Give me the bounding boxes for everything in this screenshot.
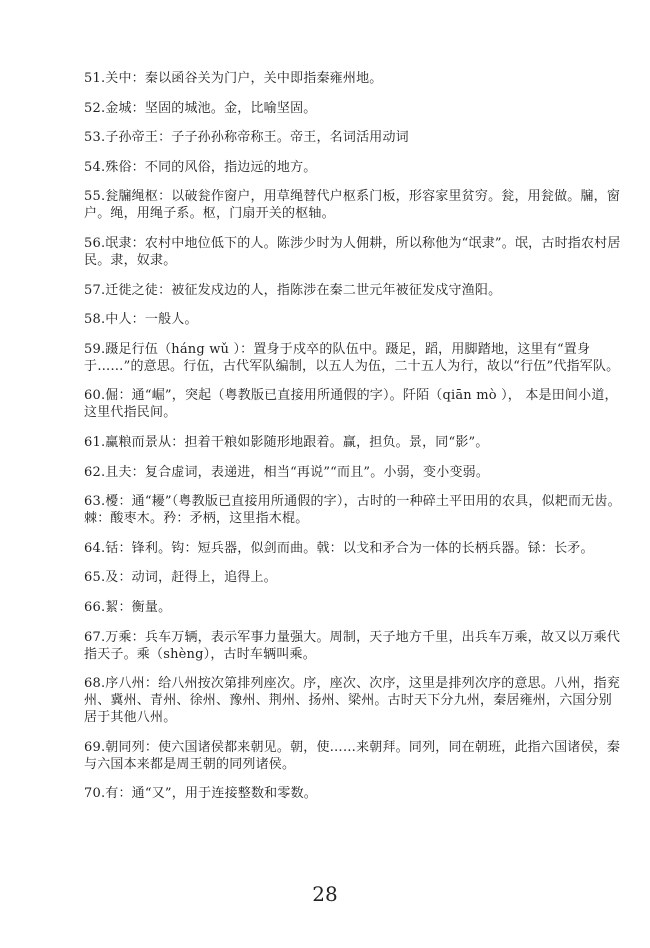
note-55: 55.瓮牖绳枢：以破瓮作窗户，用草绳替代户枢系门板，形容家里贫穷。瓮，用瓮做。牖，窗户。绳，用绳子系。枢，门扇开关的枢轴。 bbox=[84, 189, 621, 222]
note-70: 70.有：通“又”，用于连接整数和零数。 bbox=[84, 786, 317, 802]
note-66: 66.絜：衡量。 bbox=[84, 599, 172, 615]
note-68: 68.序八州：给八州按次第排列座次。序，座次、次序，这里是排列次序的意思。八州，指兖州、冀州、青州、徐州、豫州、荆州、扬州、梁州。古时天下分九州，秦居雍州，六国分别居于其他八州。 bbox=[84, 676, 621, 726]
note-63: 63.櫌：通“耰”（粤教版已直接用所通假的字），古时的一种碎土平田用的农具，似耙而无齿。棘：酸枣木。矜：矛柄，这里指木棍。 bbox=[84, 494, 621, 527]
page-number: 28 bbox=[312, 882, 338, 906]
note-64: 64.铦：锋利。钩：短兵器，似剑而曲。戟：以戈和矛合为一体的长柄兵器。铩：长矛。 bbox=[84, 540, 594, 556]
note-59: 59.蹑足行伍（háng wǔ ）：置身于戍卒的队伍中。蹑足，蹈，用脚踏地，这里有“置身于……”的意思。行伍，古代军队编制，以五人为伍，二十五人为行，故以“行伍”代指军队。 bbox=[84, 341, 620, 374]
note-58: 58.中人：一般人。 bbox=[84, 312, 198, 328]
note-69: 69.朝同列：使六国诸侯都来朝见。朝，使……来朝拜。同列，同在朝班，此指六国诸侯，秦与六国本来都是周王朝的同列诸侯。 bbox=[84, 739, 621, 772]
note-67: 67.万乘：兵车万辆，表示军事力量强大。周制，天子地方千里，出兵车万乘，故又以万乘代指天子。乘（shèng），古时车辆叫乘。 bbox=[84, 629, 621, 662]
note-60: 60.倔：通“崛”，突起（粤教版已直接用所通假的字）。阡陌（qiān mò ）， 本是田间小道，这里代指民间。 bbox=[84, 388, 618, 421]
note-56: 56.氓隶：农村中地位低下的人。陈涉少时为人佣耕，所以称他为“氓隶”。氓，古时指农村居民。隶，奴隶。 bbox=[84, 235, 621, 268]
note-52: 52.金城：坚固的城池。金，比喻坚固。 bbox=[84, 100, 317, 116]
note-62: 62.且夫：复合虚词，表递进，相当“再说”“而且”。小弱，变小变弱。 bbox=[84, 464, 490, 480]
note-51: 51.关中：秦以函谷关为门户，关中即指秦雍州地。 bbox=[84, 71, 383, 86]
note-53: 53.子孙帝王：子子孙孙称帝称王。帝王，名词活用动词 bbox=[84, 130, 409, 146]
note-65: 65.及：动词，赶得上，追得上。 bbox=[84, 570, 277, 586]
note-54: 54.殊俗：不同的风俗，指边远的地方。 bbox=[84, 159, 317, 175]
note-57: 57.迁徙之徒：被征发戍边的人，指陈涉在秦二世元年被征发戍守渔阳。 bbox=[84, 282, 502, 298]
notes-list bbox=[84, 70, 624, 815]
note-61: 61.赢粮而景从：担着干粮如影随形地跟着。赢，担负。景，同“影”。 bbox=[84, 434, 489, 450]
